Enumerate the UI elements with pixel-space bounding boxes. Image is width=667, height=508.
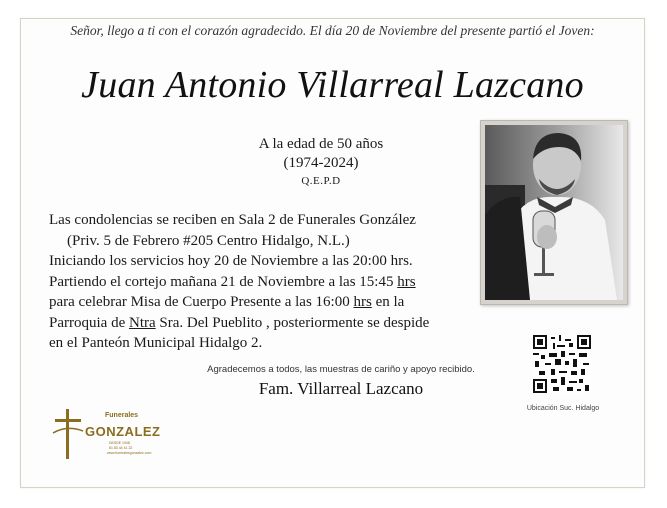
portrait-image (485, 125, 623, 300)
parish-text-end: Sra. Del Pueblito , posteriormente se despide (155, 314, 430, 331)
parish-text: Parroquia de (49, 314, 129, 331)
logo-tagline: DESDE 1948 (109, 441, 130, 445)
age-block (231, 135, 411, 189)
mass-line (49, 292, 469, 313)
funeral-home-logo (49, 407, 189, 461)
thanks-text: Agradecemos a todos, las muestras de cariño y apoyo recibido. (207, 364, 475, 375)
cemetery-line: en el Panteón Municipal Hidalgo 2. (49, 335, 263, 351)
location-qr-code[interactable] (533, 335, 591, 393)
age-text: A la edad de 50 años (258, 136, 384, 152)
deceased-name: Juan Antonio Villarreal Lazcano (81, 64, 584, 106)
obituary-card (20, 18, 645, 488)
logo-main-text: GONZALEZ (85, 424, 161, 439)
mass-text: para celebrar Misa de Cuerpo Presente a las 16:00 (49, 294, 354, 310)
hrs-underlined: hrs (397, 273, 416, 290)
qepd-text: Q.E.P.D (301, 175, 341, 187)
family-signature: Fam. Villarreal Lazcano (258, 379, 424, 398)
logo-website: www.funeralesgonzalez.com (107, 451, 152, 455)
mass-text-end: en la (371, 294, 405, 310)
condolences-line: Las condolencias se reciben en Sala 2 de Funerales González (49, 212, 416, 228)
intro-text: Señor, llego a ti con el corazón agradecido. El día 20 de Noviembre del presente partió el Joven: (70, 23, 595, 38)
address-line: (Priv. 5 de Febrero #205 Centro Hidalgo, N.L.) (67, 232, 350, 249)
portrait-photo (480, 120, 628, 305)
hrs-underlined: hrs (353, 294, 372, 310)
parish-line (49, 313, 469, 334)
cortege-text: Partiendo el cortejo mañana 21 de Noviembre a las 15:45 (49, 273, 398, 290)
cross-icon (49, 407, 89, 461)
ntra-underlined: Ntra (128, 314, 156, 331)
cortege-line (49, 272, 469, 293)
qr-caption: Ubicación Suc. Hidalgo (526, 405, 600, 412)
logo-phone: 81 83 44 41 22 (109, 446, 133, 450)
service-details (49, 210, 469, 354)
years-text: (1974-2024) (283, 155, 359, 171)
logo-small-text: Funerales (105, 412, 139, 419)
services-start-line: Iniciando los servicios hoy 20 de Noviembre a las 20:00 hrs. (49, 253, 413, 269)
